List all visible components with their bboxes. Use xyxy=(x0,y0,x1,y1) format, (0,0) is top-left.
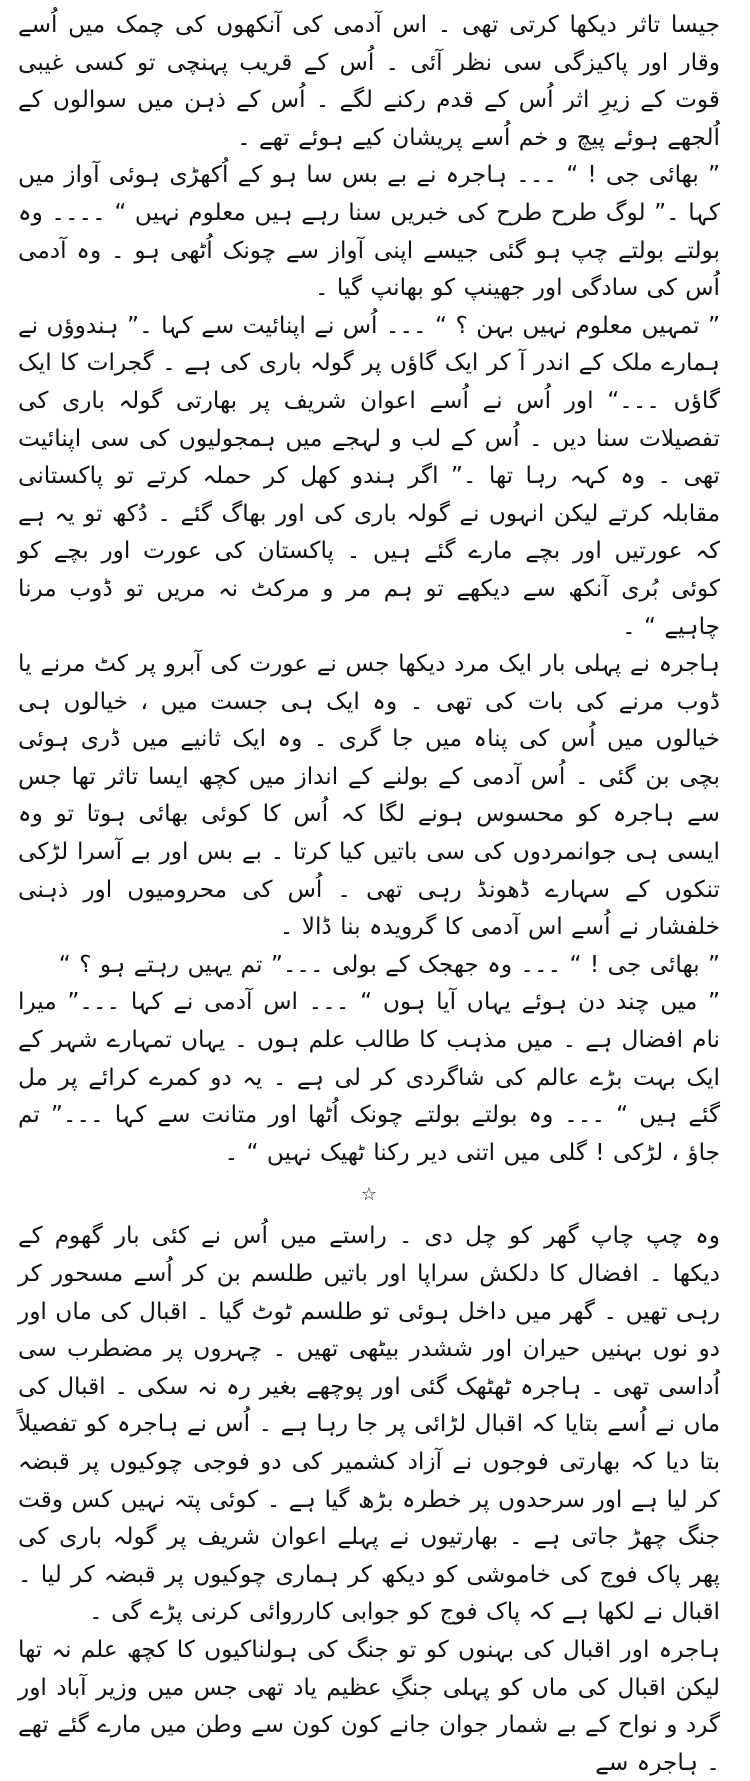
paragraph-2: ” بھائی جی ! “ ۔۔۔ ہاجرہ نے بے بس سا ہو کے اُکھڑی ہوئی آواز میں کہا ۔” لوگ طرح طرح کی خبریں سنا رہے ہیں معلوم نہیں “ ۔۔۔۔ وہ بولتے بولتے چپ ہو گئی جیسے اپنی آواز سے چونک اُٹھی ہو ۔ وہ آدمی اُس کی سادگی اور جھینپ کو بھانپ گیا ۔ xyxy=(18,161,720,302)
paragraph-7: وہ چپ چاپ گھر کو چل دی ۔ راستے میں اُس نے کئی بار گھوم کے دیکھا ۔ افضال کا دلکش سراپا اور باتیں طلسم بن کر اُسے مسحور کر رہی تھیں ۔ گھر میں داخل ہوئی تو طلسم ٹوٹ گیا ۔ اقبال کی ماں اور دو نوں بہنیں حیران اور ششدر بیٹھی تھیں ۔ چہروں پر مضطرب سی اُداسی تھی ۔ ہاجرہ ٹھٹھک گئی اور پوچھے بغیر رہ نہ سکی ۔ اقبال کی ماں نے اُسے بتایا کہ اقبال لڑائی پر جا رہا ہے ۔ اُس نے ہاجرہ کو تفصیلاً بتا دیا کہ بھارتی فوجوں نے آزاد کشمیر کی دو فوجی چوکیوں پر قبضہ کر لیا ہے اور سرحدوں پر خطرہ بڑھ گیا ہے ۔ کوئی پتہ نہیں کس وقت جنگ چھڑ جاتی ہے ۔ بھارتیوں نے پہلے اعوان شریف پر گولہ باری کی پھر پاک فوج کی خاموشی کو دیکھ کر ہماری چوکیوں پر قبضہ کر لیا ۔ اقبال نے لکھا ہے کہ پاک فوج کو جوابی کارروائی کرنی پڑے گی ۔ xyxy=(18,1222,720,1626)
paragraph-4: ہاجرہ نے پہلی بار ایک مرد دیکھا جس نے عورت کی آبرو پر کٹ مرنے یا ڈوب مرنے کی بات کی تھی ۔ وہ ایک ہی جست میں ، خیالوں ہی خیالوں میں اُس کی پناہ میں جا گری ۔ وہ ایک ثانیے میں ڈری ہوئی بچی بن گئی ۔ اُس آدمی کے بولنے کے انداز میں کچھ ایسا تاثر تھا جس سے ہاجرہ کو محسوس ہونے لگا کہ اُس کا کوئی بھائی ہوتا تو وہ ایسی ہی جوانمردوں کی سی باتیں کیا کرتا ۔ بے بس اور بے آسرا لڑکی تنکوں کے سہارے ڈھونڈ رہی تھی ۔ اُس کی محرومیوں اور ذہنی خلفشار نے اُسے اس آدمی کا گرویدہ بنا ڈالا ۔ xyxy=(18,650,720,941)
star-icon: ☆ xyxy=(360,1184,378,1206)
paragraph-6: ” میں چند دن ہوئے یہاں آیا ہوں “ ۔۔۔ اس آدمی نے کہا ۔۔۔” میرا نام افضال ہے ۔ میں مذہب کا طالب علم ہوں ۔ یہاں تمہارے شہر کے ایک بہت بڑے عالم کی شاگردی کر لی ہے ۔ یہ دو کمرے کرائے پر مل گئے ہیں “ ۔۔۔ وہ بولتے بولتے چونک اُٹھا اور متانت سے کہا ۔۔۔” تم جاؤ ، لڑکی ! گلی میں اتنی دیر رکنا ٹھیک نہیں “ ۔ xyxy=(18,988,720,1166)
paragraph-3: ” تمہیں معلوم نہیں بہن ؟ “ ۔۔۔ اُس نے اپنائیت سے کہا ۔” ہندوؤں نے ہمارے ملک کے اندر آ کر ایک گاؤں پر گولہ باری کی ہے ۔ گجرات کا ایک گاؤں ۔۔۔“ اور اُس نے اُسے اعوان شریف پر بھارتی گولہ باری کی تفصیلات سنا دیں ۔ اُس کے لب و لہجے میں ہمجولیوں کی سی اپنائیت تھی ۔ وہ کہہ رہا تھا ۔” اگر ہندو کھل کر حملہ کرتے تو پاکستانی مقابلہ کرتے لیکن انہوں نے گولہ باری کی اور بھاگ گئے ۔ دُکھ تو یہ ہے کہ عورتیں اور بچے مارے گئے ہیں ۔ پاکستان کی عورت اور بچے کو کوئی بُری آنکھ سے دیکھے تو ہم مر و مرکٹ نہ مریں تو ڈوب مرنا چاہیے “ ۔ xyxy=(18,311,720,640)
section-divider xyxy=(18,1177,720,1213)
paragraph-5: ” بھائی جی ! “ ۔۔۔ وہ جھجک کے بولی ۔۔۔” تم یہیں رہتے ہو ؟ “ xyxy=(58,950,720,978)
paragraph-1: جیسا تاثر دیکھا کرتی تھی ۔ اس آدمی کی آنکھوں کی چمک میں اُسے وقار اور پاکیزگی سی نظر آئی ۔ اُس کے قریب پہنچی تو کسی غیبی قوت کے زیرِ اثر اُس کے قدم رکنے لگے ۔ اُس کے ذہن میں سوالوں کے اُلجھے ہوئے پیچ و خم اُسے پریشان کیے ہوئے تھے ۔ xyxy=(18,11,720,151)
paragraph-8: ہاجرہ اور اقبال کی بہنوں کو تو جنگ کی ہولناکیوں کا کچھ علم نہ تھا لیکن اقبال کی ماں کو پہلی جنگِ عظیم یاد تھی جس میں وزیر آباد اور گرد و نواح کے بے شمار جوان جانے کون کون سے وطن میں مارے گئے تھے ۔ ہاجرہ سے xyxy=(18,1635,720,1776)
